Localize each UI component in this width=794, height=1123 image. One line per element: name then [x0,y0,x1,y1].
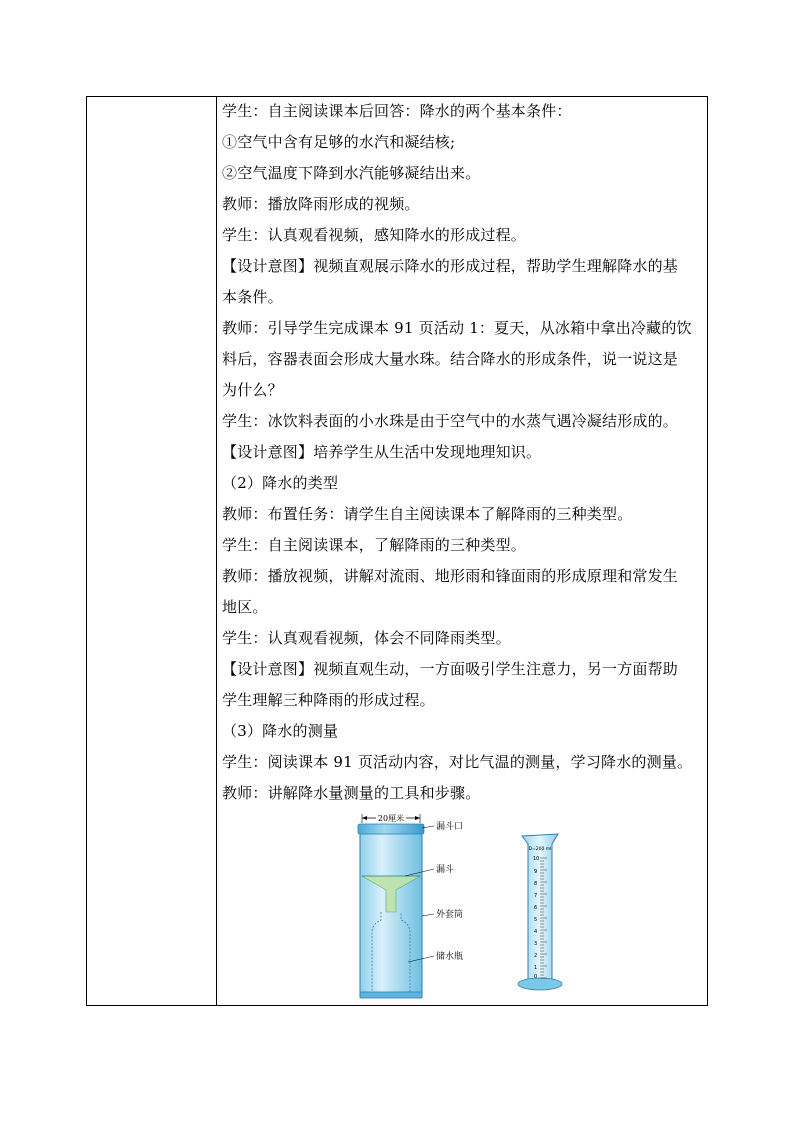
section-heading: （2）降水的类型 [222,474,339,492]
width-dimension [362,814,420,823]
text-line: 学生：冰饮料表面的小水珠是由于空气中的水蒸气遇冷凝结形成的。 [222,412,679,430]
cylinder-capacity-label: D=200 ml [528,847,552,852]
text-line: 教师：讲解降水量测量的工具和步骤。 [222,784,481,802]
rain-gauge [358,824,424,998]
scale-label: 8 [534,881,538,887]
text-line: 教师：布置任务：请学生自主阅读课本了解降雨的三种类型。 [222,505,633,523]
scale-label: 1 [534,965,538,971]
content-column [222,97,706,809]
scale-label: 9 [534,869,538,875]
outer-tube-label: 外套筒 [436,910,464,920]
scale-label: 3 [534,941,538,947]
text-line: 为什么？ [222,381,283,399]
text-line: ①空气中含有足够的水汽和凝结核; [222,133,456,151]
text-line: 【设计意图】视频直观生动，一方面吸引学生注意力，另一方面帮助 [222,660,679,678]
text-line: 教师：引导学生完成课本 91 页活动 1：夏天，从冰箱中拿出冷藏的饮 [222,319,692,337]
left-column [87,97,217,1005]
measuring-cylinder [518,834,562,990]
storage-bottle-label: 储水瓶 [436,952,464,962]
funnel-mouth-label: 漏斗口 [436,822,464,832]
section-heading: （3）降水的测量 [222,722,339,740]
text-line: 本条件。 [222,288,283,306]
text-line: 教师：播放降雨形成的视频。 [222,195,420,213]
scale-label: 0 [534,974,538,980]
scale-label: 6 [534,905,538,911]
text-line: 【设计意图】视频直观展示降水的形成过程，帮助学生理解降水的基 [222,257,679,275]
text-line: 学生：认真观看视频，体会不同降雨类型。 [222,629,511,647]
rain-gauge-figure [240,814,580,1004]
text-line: ②空气温度下降到水汽能够凝结出来。 [222,164,481,182]
scale-label: 2 [534,953,538,959]
scale-label: 4 [534,929,538,935]
scale-label: 7 [534,893,538,899]
text-line: 教师：播放视频，讲解对流雨、地形雨和锋面雨的形成原理和常发生 [222,567,679,585]
scale-label: 10 [533,856,540,862]
width-label: 20厘米 [377,814,405,823]
scale-label: 5 [534,917,538,923]
text-line: 学生理解三种降雨的形成过程。 [222,691,435,709]
funnel-label: 漏斗 [436,865,455,875]
text-line: 学生：自主阅读课本，了解降雨的三种类型。 [222,536,527,554]
text-line: 地区。 [222,598,268,616]
text-line: 学生：阅读课本 91 页活动内容，对比气温的测量，学习降水的测量。 [222,753,693,771]
text-line: 【设计意图】培养学生从生活中发现地理知识。 [222,443,542,461]
text-line: 料后，容器表面会形成大量水珠。结合降水的形成条件，说一说这是 [222,350,679,368]
text-line: 学生：自主阅读课本后回答：降水的两个基本条件： [222,102,572,120]
text-line: 学生：认真观看视频，感知降水的形成过程。 [222,226,527,244]
